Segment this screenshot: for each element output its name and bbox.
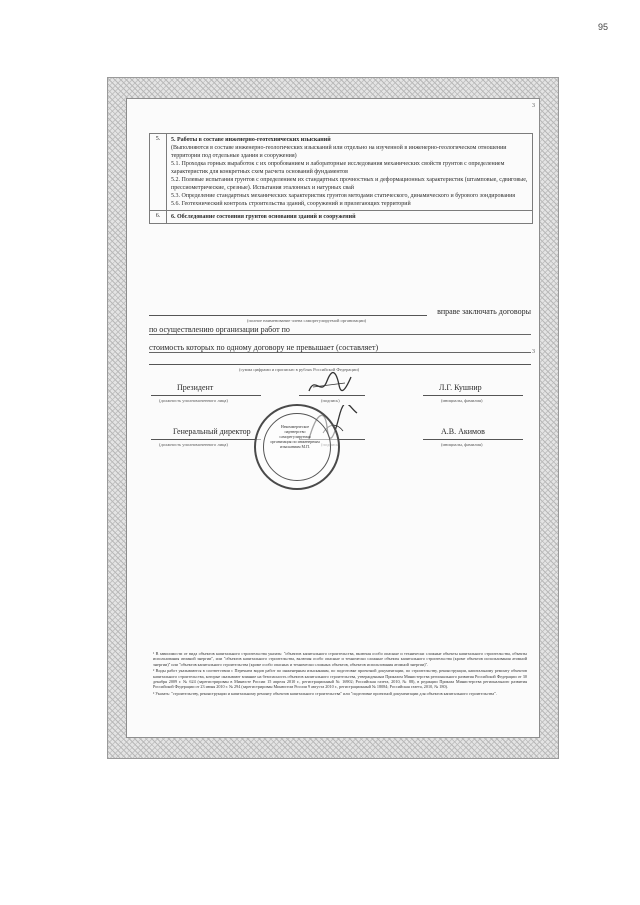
page-number: 95 bbox=[597, 22, 608, 32]
stamp-text: Некоммерческое партнерство саморегулируемая организация по инженерным изысканиям М.П. bbox=[270, 424, 320, 449]
president-sign-line bbox=[299, 395, 365, 396]
footnote-mark: 3 bbox=[532, 349, 535, 355]
director-title: Генеральный директор bbox=[173, 427, 251, 436]
sum-line bbox=[149, 364, 531, 365]
footnote-item: ¹ В зависимости от вида объектов капитального строительства указать: "объектов капитального строительства, включая особо опасные и технически сложные объекты капитального строительства, объекты использования атомной энергии", или "объектов капитального строительства, включая особо опасные и технически сложные объекты капитального строительства (кроме объектов использования атомной энергии)" или "объектов капитального строительства (кроме особо опасных и технически сложных объектов, объектов использования атомной энергии)". bbox=[153, 651, 527, 667]
certificate-scan bbox=[108, 78, 558, 758]
survey-section-title: 6. Обследование состояния грунтов основания зданий и сооружений bbox=[171, 214, 356, 220]
contract-cost-line: стоимость которых по одному договору не превышает (составляет) bbox=[149, 343, 531, 353]
footnotes bbox=[153, 651, 527, 697]
right-to-contract-text: вправе заключать договоры bbox=[437, 307, 531, 316]
organization-stamp bbox=[254, 404, 340, 490]
works-organization-line: по осуществлению организации работ по bbox=[149, 325, 531, 335]
works-row-body bbox=[167, 134, 532, 210]
corner-mark: 3 bbox=[532, 103, 535, 109]
works-item: 5.3. Определение стандартных механических характеристик грунтов методами статического, динамического и бурового зондирования bbox=[171, 193, 516, 199]
footnote-item: ² Виды работ указываются в соответствии с Перечнем видов работ по инженерным изысканиям, по подготовке проектной документации, по строительству, реконструкции, капитальному ремонту объектов капитального строительства, которые оказывают влияние на безопасность объектов капитального строительства, утвержденным Приказом Министерства регионального развития Российской Федерации от 30 декабря 2009 г. № 624 (зарегистрирован в Минюсте России 15 апреля 2010 г., регистрационный № 16902; Российская газета, 2010, № 88), в редакции Приказа Министерства регионального развития Российской Федерации от 23 июня 2010 г. № 294 (зарегистрирован Минюстом России 9 августа 2010 г., регистрационный № 18084; Российская газета, 2010, № 180). bbox=[153, 668, 527, 690]
president-title: Президент bbox=[177, 383, 214, 392]
president-name-caption: (инициалы, фамилия) bbox=[441, 398, 483, 403]
sum-caption: (сумма цифрами и прописью в рублях Российской Федерации) bbox=[239, 367, 360, 372]
president-sign-caption: (подпись) bbox=[321, 398, 340, 403]
works-section-subtitle: (Выполняются в составе инженерно-геологических изысканий или отдельно на изученной в инженерно-геологическом отношении территории под отдельные здания и сооружения) bbox=[171, 145, 507, 159]
works-row-6 bbox=[150, 211, 532, 223]
works-row-5 bbox=[150, 134, 532, 211]
org-name-line bbox=[149, 315, 427, 316]
works-item: 5.2. Полевые испытания грунтов с определением их стандартных прочностных и деформационных характеристик (штамповые, сдвиговые, прессиометрические, срезные). Испытания эталонных и натурных свай bbox=[171, 177, 528, 191]
president-position-caption: (должность уполномоченного лица) bbox=[159, 398, 228, 403]
president-name: Л.Г. Кушнир bbox=[439, 383, 482, 392]
works-row-number: 6. bbox=[150, 211, 167, 223]
works-row-number: 5. bbox=[150, 134, 167, 210]
president-position-line bbox=[151, 395, 261, 396]
works-item: 5.1. Проходка горных выработок с их опробованием и лабораторные исследования механических свойств грунтов с определением характеристик для конкретных схем расчета оснований фундаментов bbox=[171, 161, 505, 175]
works-section-title: 5. Работы в составе инженерно-геотехнических изысканий bbox=[171, 137, 331, 143]
works-item: 5.6. Геотехнический контроль строительства зданий, сооружений и прилегающих территорий bbox=[171, 201, 411, 207]
president-name-line bbox=[423, 395, 523, 396]
certificate-body bbox=[126, 98, 540, 738]
director-position-caption: (должность уполномоченного лица) bbox=[159, 442, 228, 447]
works-table bbox=[149, 133, 533, 224]
director-name: А.В. Акимов bbox=[441, 427, 485, 436]
director-name-line bbox=[423, 439, 523, 440]
footnote-item: ³ Указать: "строительству, реконструкции и капитальному ремонту объектов капитального строительства" или "подготовке проектной документации для объектов капитального строительства". bbox=[153, 690, 497, 696]
works-row-body bbox=[167, 211, 532, 223]
director-position-line bbox=[151, 439, 261, 440]
director-name-caption: (инициалы, фамилия) bbox=[441, 442, 483, 447]
president-signature bbox=[305, 371, 355, 397]
org-name-caption: (полное наименование члена саморегулируемой организации) bbox=[247, 318, 367, 323]
